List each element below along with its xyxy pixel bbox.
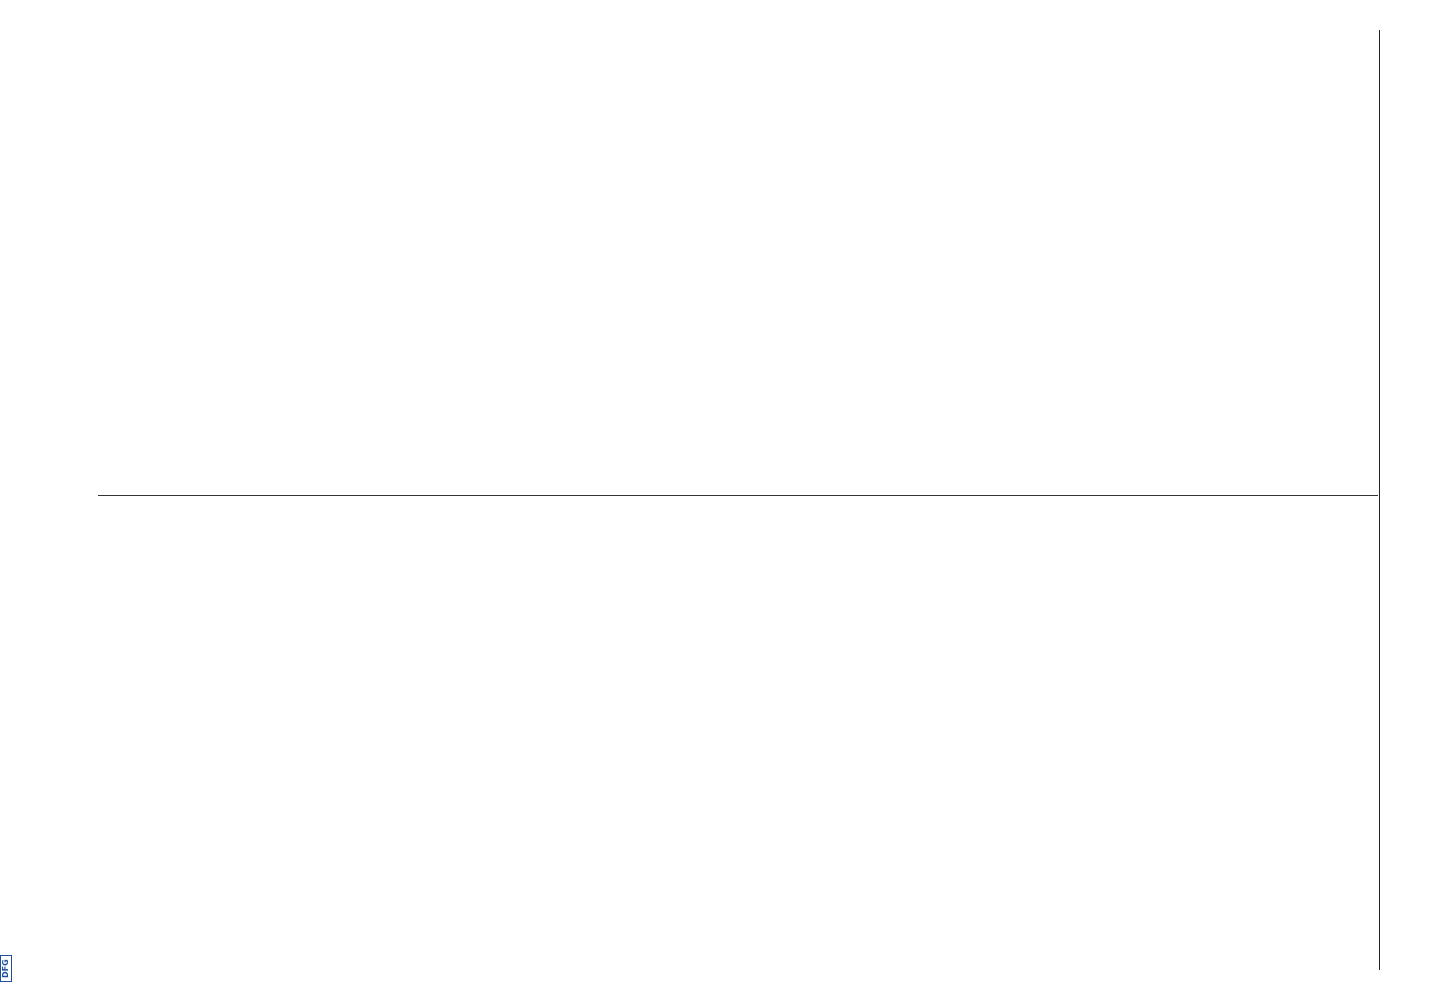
column-divider [98, 495, 1378, 496]
digitization-credit [0, 0, 14, 1000]
dfg-logo-icon: DFG [0, 955, 12, 982]
scanned-page [68, 0, 1418, 1000]
header-rule [1379, 30, 1380, 970]
